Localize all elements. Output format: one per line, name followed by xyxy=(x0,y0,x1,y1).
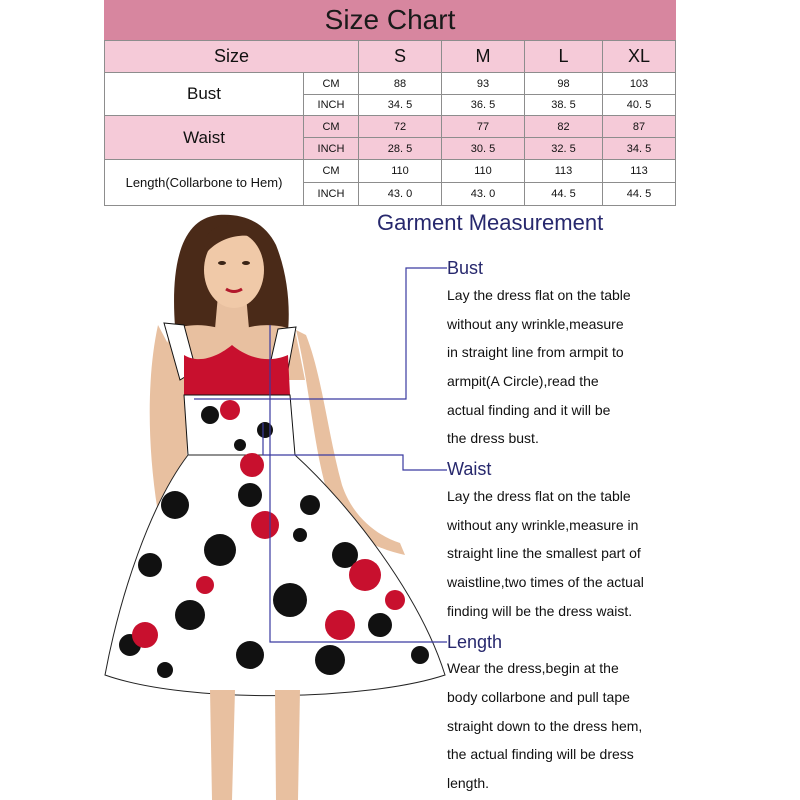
length-inch-l: 44. 5 xyxy=(524,182,603,206)
size-chart-title-bar xyxy=(104,0,676,40)
waist-cm-unit: CM xyxy=(303,115,359,138)
bust-text-line: the dress bust. xyxy=(447,430,539,446)
waist-inch-s: 28. 5 xyxy=(358,137,442,160)
waist-heading: Waist xyxy=(447,459,492,479)
bust-cm-s: 88 xyxy=(358,72,442,95)
bust-text-line: armpit(A Circle),read the xyxy=(447,373,599,389)
length-label: Length(Collarbone to Hem) xyxy=(104,159,304,206)
bust-cm-l: 98 xyxy=(524,72,603,95)
bust-cm-xl: 103 xyxy=(602,72,676,95)
length-text-line: the actual finding will be dress xyxy=(447,746,634,762)
length-text-line: Wear the dress,begin at the xyxy=(447,660,619,676)
length-text-line: straight down to the dress hem, xyxy=(447,718,643,734)
bust-label: Bust xyxy=(104,72,304,116)
dress-figure xyxy=(100,205,450,800)
size-chart-title: Size Chart xyxy=(324,4,456,35)
waist-inch-xl: 34. 5 xyxy=(602,137,676,160)
waist-cm-xl: 87 xyxy=(602,115,676,138)
bust-cm-unit: CM xyxy=(303,72,359,95)
size-l-header: L xyxy=(524,40,603,73)
length-inch-s: 43. 0 xyxy=(358,182,442,206)
waist-text-line: straight line the smallest part of xyxy=(447,545,641,561)
waist-text-line: finding will be the dress waist. xyxy=(447,603,633,619)
bust-inch-s: 34. 5 xyxy=(358,94,442,116)
bust-text-line: Lay the dress flat on the table xyxy=(447,287,631,303)
waist-cm-s: 72 xyxy=(358,115,442,138)
size-header-cell: Size xyxy=(104,40,359,73)
length-text-line: length. xyxy=(447,775,490,791)
bust-inch-unit: INCH xyxy=(303,94,359,116)
length-cm-l: 113 xyxy=(524,159,603,183)
bust-text-line: without any wrinkle,measure xyxy=(447,316,624,332)
waist-inch-m: 30. 5 xyxy=(441,137,525,160)
length-inch-unit: INCH xyxy=(303,182,359,206)
length-inch-xl: 44. 5 xyxy=(602,182,676,206)
waist-inch-unit: INCH xyxy=(303,137,359,160)
bust-inch-l: 38. 5 xyxy=(524,94,603,116)
length-text-line: body collarbone and pull tape xyxy=(447,689,630,705)
bust-inch-m: 36. 5 xyxy=(441,94,525,116)
waist-cm-l: 82 xyxy=(524,115,603,138)
bust-text-line: actual finding and it will be xyxy=(447,402,611,418)
waist-text-line: Lay the dress flat on the table xyxy=(447,488,631,504)
waist-label: Waist xyxy=(104,115,304,160)
length-heading: Length xyxy=(447,632,503,652)
length-cm-m: 110 xyxy=(441,159,525,183)
bust-heading: Bust xyxy=(447,258,484,278)
size-m-header: M xyxy=(441,40,525,73)
garment-measurement-title: Garment Measurement xyxy=(377,210,604,235)
size-xl-header: XL xyxy=(602,40,676,73)
waist-text-line: waistline,two times of the actual xyxy=(447,574,644,590)
length-cm-unit: CM xyxy=(303,159,359,183)
waist-cm-m: 77 xyxy=(441,115,525,138)
length-cm-xl: 113 xyxy=(602,159,676,183)
length-cm-s: 110 xyxy=(358,159,442,183)
bust-text-line: in straight line from armpit to xyxy=(447,344,624,360)
bust-cm-m: 93 xyxy=(441,72,525,95)
bust-inch-xl: 40. 5 xyxy=(602,94,676,116)
waist-inch-l: 32. 5 xyxy=(524,137,603,160)
waist-text-line: without any wrinkle,measure in xyxy=(447,517,639,533)
size-s-header: S xyxy=(358,40,442,73)
length-inch-m: 43. 0 xyxy=(441,182,525,206)
